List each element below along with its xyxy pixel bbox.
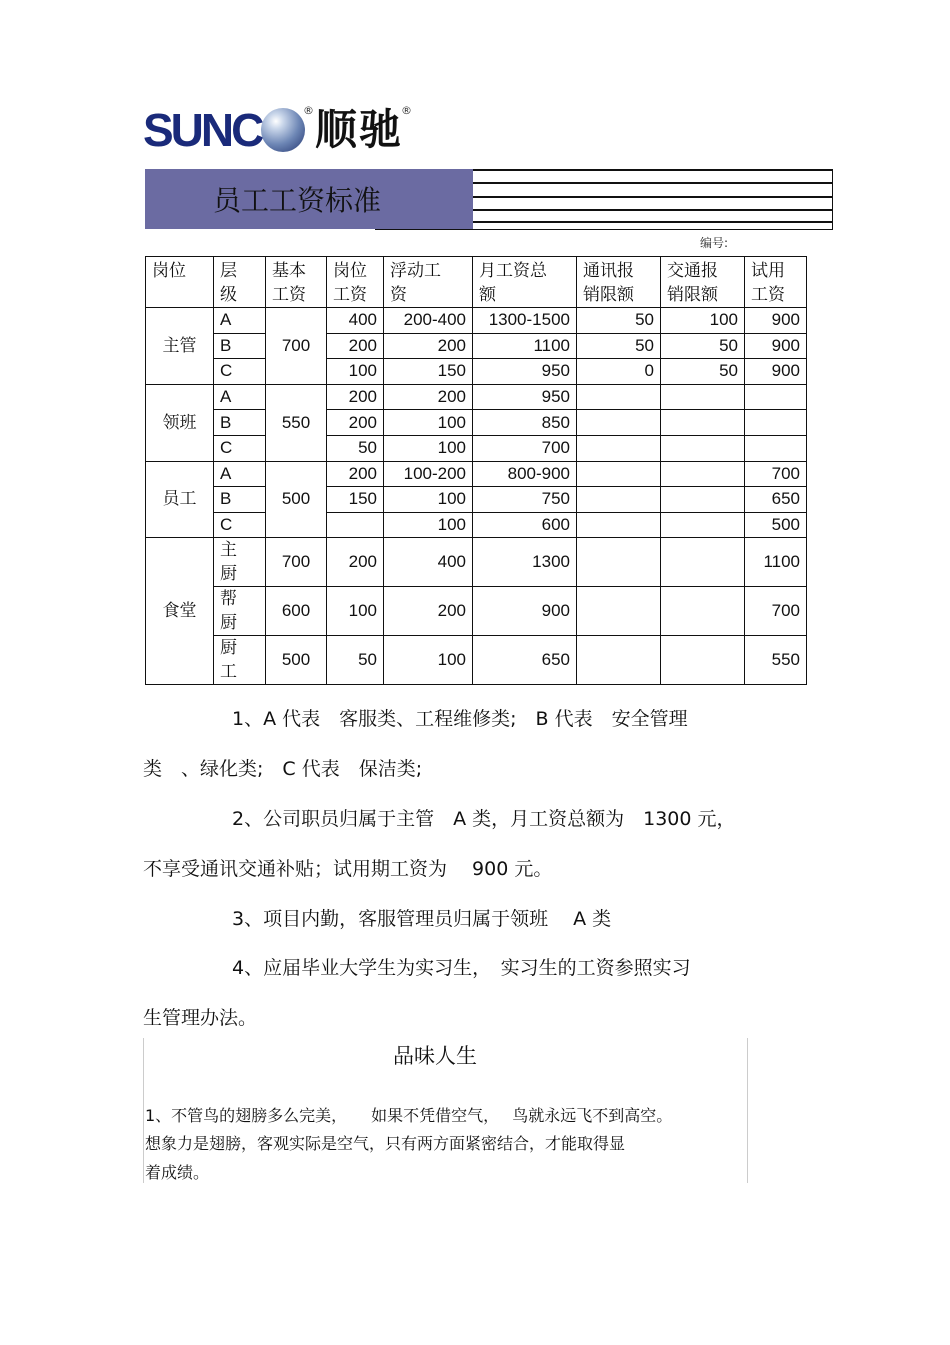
transport-allowance-cell: [661, 512, 745, 538]
trial-wage-cell: 700: [745, 461, 807, 487]
column-header: [146, 257, 214, 308]
float-wage-cell: 100-200: [384, 461, 473, 487]
monthly-total-cell: 950: [473, 384, 577, 410]
comm-allowance-cell: [577, 512, 661, 538]
float-wage-cell: 100: [384, 636, 473, 685]
wage-table-body: [146, 257, 807, 685]
column-header-text: 试用: [751, 261, 785, 280]
header-band: [145, 169, 473, 229]
level-cell: [214, 359, 266, 385]
column-header: [266, 257, 327, 308]
column-header-text: 岗位: [333, 261, 367, 280]
level-cell: [214, 435, 266, 461]
post-wage-cell: 50: [327, 636, 384, 685]
level-cell: [214, 333, 266, 359]
monthly-total-cell: 800-900: [473, 461, 577, 487]
header-ruled-lines: [473, 169, 833, 229]
base-wage-cell: 700: [266, 538, 327, 587]
logo-registered-mark: ®: [303, 104, 314, 117]
note-line: 4、应届毕业大学生为实习生， 实习生的工资参照实习: [232, 957, 691, 979]
trial-wage-cell: 500: [745, 512, 807, 538]
monthly-total-cell: 850: [473, 410, 577, 436]
note-line: 生管理办法。: [143, 1007, 258, 1029]
float-wage-cell: 200: [384, 333, 473, 359]
logo-latin-text: SUNC: [143, 104, 262, 156]
float-wage-cell: 100: [384, 435, 473, 461]
transport-allowance-cell: [661, 538, 745, 587]
rule-line: [473, 209, 833, 211]
table-row: [146, 333, 807, 359]
transport-allowance-cell: [661, 410, 745, 436]
column-header: [384, 257, 473, 308]
comm-allowance-cell: [577, 636, 661, 685]
column-header-text: 浮动工: [390, 261, 441, 280]
level-cell: [214, 587, 266, 636]
trial-wage-cell: [745, 435, 807, 461]
level-text: 主: [220, 540, 237, 560]
column-header-text: 层: [220, 261, 237, 280]
column-header-text: 工资: [751, 285, 785, 304]
rule-edge: [832, 169, 833, 229]
page-title: 员工工资标准: [213, 184, 382, 217]
column-header: [473, 257, 577, 308]
column-header-text: 交通报: [667, 261, 718, 280]
float-wage-cell: 200: [384, 384, 473, 410]
trial-wage-cell: 900: [745, 333, 807, 359]
column-header-text: 工资: [333, 285, 367, 304]
post-wage-cell: 200: [327, 333, 384, 359]
table-row: [146, 435, 807, 461]
post-wage-cell: 400: [327, 308, 384, 334]
float-wage-cell: 200: [384, 587, 473, 636]
column-header-text: 月工资总: [479, 261, 547, 280]
transport-allowance-cell: 50: [661, 333, 745, 359]
monthly-total-cell: 650: [473, 636, 577, 685]
rule-line: [473, 221, 833, 223]
transport-allowance-cell: 100: [661, 308, 745, 334]
post-wage-cell: 100: [327, 359, 384, 385]
post-wage-cell: 100: [327, 587, 384, 636]
comm-allowance-cell: [577, 435, 661, 461]
level-text: A: [220, 387, 232, 407]
trial-wage-cell: 650: [745, 487, 807, 513]
note-line: 不享受通讯交通补贴；试用期工资为 900 元。: [143, 858, 553, 880]
post-wage-cell: 150: [327, 487, 384, 513]
table-row: [146, 359, 807, 385]
box-text-line: 想象力是翅膀，客观实际是空气，只有两方面紧密结合，才能取得显: [145, 1134, 626, 1153]
transport-allowance-cell: [661, 435, 745, 461]
float-wage-cell: 200-400: [384, 308, 473, 334]
table-row: [146, 308, 807, 334]
transport-allowance-cell: [661, 384, 745, 410]
post-cell: 领班: [146, 384, 214, 461]
rule-line: [473, 169, 833, 171]
table-row: [146, 410, 807, 436]
base-wage-cell: 550: [266, 384, 327, 461]
column-header-text: 额: [479, 285, 496, 304]
header-underline: [375, 229, 833, 230]
trial-wage-cell: 900: [745, 359, 807, 385]
post-wage-cell: [327, 512, 384, 538]
table-row: [146, 487, 807, 513]
trial-wage-cell: [745, 384, 807, 410]
trial-wage-cell: 1100: [745, 538, 807, 587]
column-header-text: 销限额: [583, 285, 634, 304]
monthly-total-cell: 950: [473, 359, 577, 385]
level-cell: [214, 487, 266, 513]
level-cell: [214, 410, 266, 436]
note-line: 3、项目内勤，客服管理员归属于领班 A 类: [232, 908, 612, 930]
note-line: 2、公司职员归属于主管 A 类，月工资总额为 1300 元，: [232, 808, 736, 830]
column-header-text: 通讯报: [583, 261, 634, 280]
float-wage-cell: 100: [384, 487, 473, 513]
monthly-total-cell: 600: [473, 512, 577, 538]
comm-allowance-cell: [577, 538, 661, 587]
table-row: [146, 512, 807, 538]
box-border-right: [747, 1038, 748, 1183]
level-text: A: [220, 310, 232, 330]
level-cell: [214, 538, 266, 587]
float-wage-cell: 100: [384, 410, 473, 436]
transport-allowance-cell: [661, 587, 745, 636]
float-wage-cell: 400: [384, 538, 473, 587]
column-header: [327, 257, 384, 308]
comm-allowance-cell: [577, 410, 661, 436]
box-text-line: 着成绩。: [145, 1163, 210, 1182]
comm-allowance-cell: 50: [577, 333, 661, 359]
monthly-total-cell: 750: [473, 487, 577, 513]
box-text-line: 1、不管鸟的翅膀多么完美， 如果不凭借空气， 鸟就永远飞不到高空。: [145, 1106, 673, 1125]
transport-allowance-cell: 50: [661, 359, 745, 385]
comm-allowance-cell: [577, 384, 661, 410]
column-header-text: 资: [390, 285, 407, 304]
column-header-text: 销限额: [667, 285, 718, 304]
column-header-text: 级: [220, 285, 237, 304]
wage-table: [145, 256, 807, 685]
note-line: 类 、绿化类; C 代表 保洁类;: [143, 758, 423, 780]
trial-wage-cell: [745, 410, 807, 436]
table-row: [146, 461, 807, 487]
transport-allowance-cell: [661, 461, 745, 487]
monthly-total-cell: 900: [473, 587, 577, 636]
transport-allowance-cell: [661, 487, 745, 513]
trial-wage-cell: 550: [745, 636, 807, 685]
level-text: 厨: [220, 564, 237, 584]
comm-allowance-cell: [577, 487, 661, 513]
note-line: 1、A 代表 客服类、工程维修类; B 代表 安全管理: [232, 708, 688, 730]
base-wage-cell: 600: [266, 587, 327, 636]
trial-wage-cell: 900: [745, 308, 807, 334]
level-text: B: [220, 489, 232, 509]
table-row: [146, 538, 807, 587]
monthly-total-cell: 1300: [473, 538, 577, 587]
logo-chinese-text: 顺驰: [315, 105, 404, 154]
level-cell: [214, 384, 266, 410]
box-border-left: [143, 1038, 144, 1183]
level-cell: [214, 461, 266, 487]
level-text: C: [220, 361, 233, 381]
monthly-total-cell: 1300-1500: [473, 308, 577, 334]
monthly-total-cell: 700: [473, 435, 577, 461]
comm-allowance-cell: 50: [577, 308, 661, 334]
table-row: [146, 636, 807, 685]
company-logo: [143, 104, 413, 156]
monthly-total-cell: 1100: [473, 333, 577, 359]
logo-registered-mark-2: ®: [401, 104, 412, 117]
level-text: 工: [220, 662, 237, 682]
level-cell: [214, 636, 266, 685]
post-cell: 主管: [146, 308, 214, 385]
level-text: 帮: [220, 589, 237, 609]
column-header: [745, 257, 807, 308]
base-wage-cell: 500: [266, 461, 327, 538]
comm-allowance-cell: [577, 587, 661, 636]
level-cell: [214, 308, 266, 334]
column-header: [214, 257, 266, 308]
level-text: B: [220, 412, 232, 432]
trial-wage-cell: 700: [745, 587, 807, 636]
float-wage-cell: 150: [384, 359, 473, 385]
rule-line: [473, 182, 833, 184]
level-cell: [214, 512, 266, 538]
column-header: [661, 257, 745, 308]
column-header-text: 岗位: [152, 261, 186, 280]
level-text: A: [220, 463, 232, 483]
post-wage-cell: 200: [327, 410, 384, 436]
post-wage-cell: 200: [327, 461, 384, 487]
post-cell: 食堂: [146, 538, 214, 685]
column-header-text: 基本: [272, 261, 306, 280]
base-wage-cell: 500: [266, 636, 327, 685]
level-text: C: [220, 515, 233, 535]
level-text: C: [220, 438, 233, 458]
rule-line: [473, 196, 833, 198]
float-wage-cell: 100: [384, 512, 473, 538]
comm-allowance-cell: 0: [577, 359, 661, 385]
column-header-text: 工资: [272, 285, 306, 304]
table-header-row: [146, 257, 807, 308]
post-cell: 员工: [146, 461, 214, 538]
column-header: [577, 257, 661, 308]
box-title: 品味人生: [393, 1044, 477, 1068]
table-row: [146, 587, 807, 636]
transport-allowance-cell: [661, 636, 745, 685]
post-wage-cell: 200: [327, 538, 384, 587]
level-text: B: [220, 335, 232, 355]
table-row: [146, 384, 807, 410]
comm-allowance-cell: [577, 461, 661, 487]
serial-number-label: 编号:: [700, 236, 729, 250]
level-text: 厨: [220, 638, 237, 658]
base-wage-cell: 700: [266, 308, 327, 385]
level-text: 厨: [220, 613, 237, 633]
logo-globe-icon: [261, 108, 305, 152]
post-wage-cell: 50: [327, 435, 384, 461]
post-wage-cell: 200: [327, 384, 384, 410]
